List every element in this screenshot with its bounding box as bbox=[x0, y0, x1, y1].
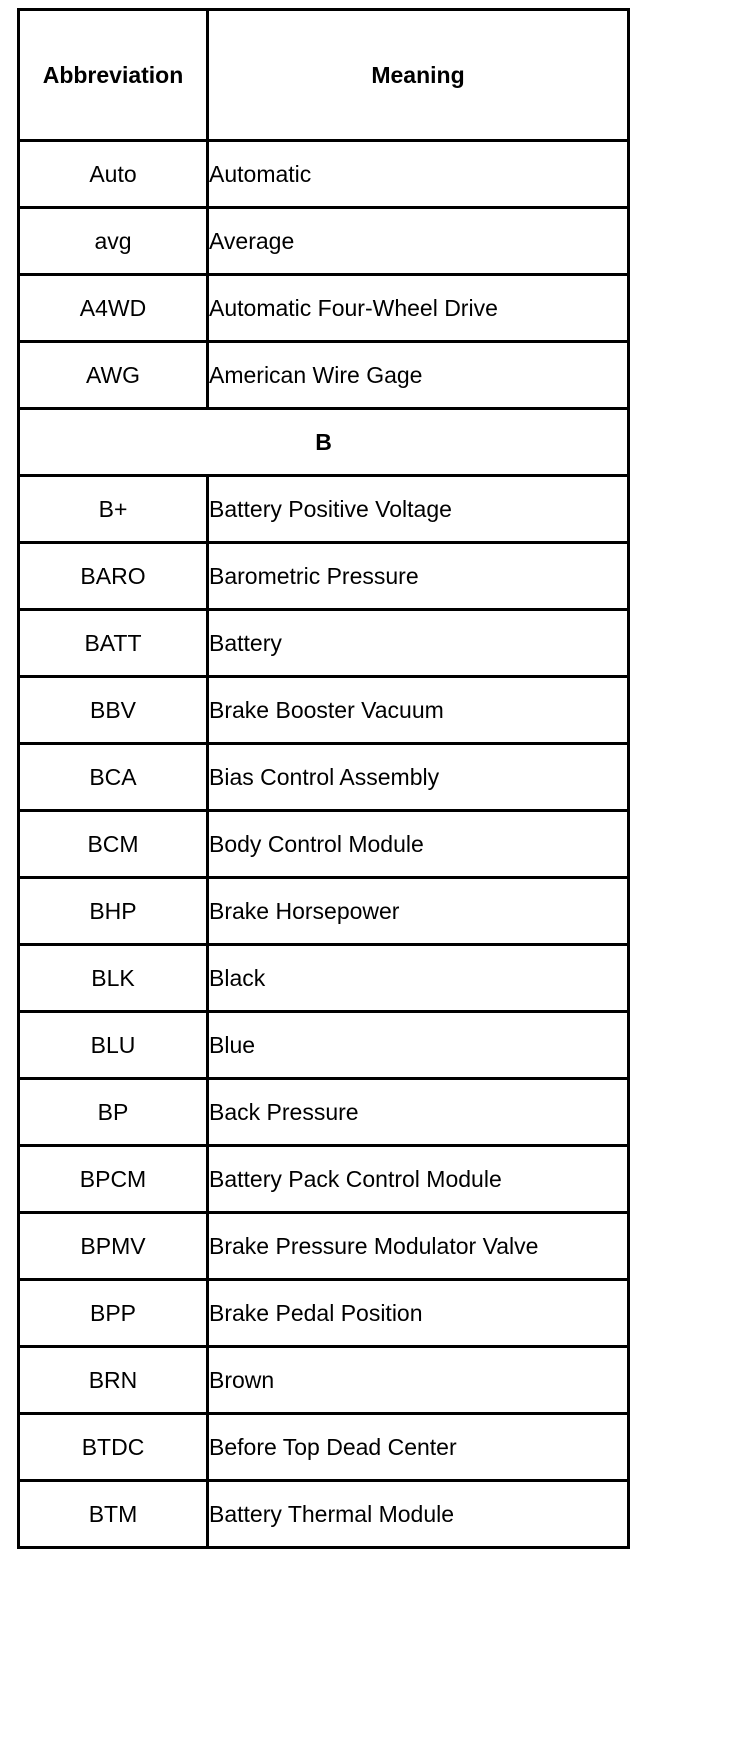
table-row bbox=[19, 878, 629, 945]
meaning-cell: Brake Pedal Position bbox=[208, 1280, 629, 1347]
table-row bbox=[19, 476, 629, 543]
table-row bbox=[19, 208, 629, 275]
abbreviation-cell: BLK bbox=[19, 945, 208, 1012]
table-row bbox=[19, 1414, 629, 1481]
table-row bbox=[19, 1481, 629, 1548]
abbreviation-cell: A4WD bbox=[19, 275, 208, 342]
meaning-cell: American Wire Gage bbox=[208, 342, 629, 409]
abbreviation-cell: BCM bbox=[19, 811, 208, 878]
abbreviation-cell: BARO bbox=[19, 543, 208, 610]
abbreviation-table bbox=[17, 8, 630, 1549]
table-row bbox=[19, 811, 629, 878]
meaning-cell: Battery Positive Voltage bbox=[208, 476, 629, 543]
abbreviation-cell: Auto bbox=[19, 141, 208, 208]
abbreviation-cell: BLU bbox=[19, 1012, 208, 1079]
meaning-cell: Bias Control Assembly bbox=[208, 744, 629, 811]
abbreviation-cell: B+ bbox=[19, 476, 208, 543]
meaning-cell: Battery Pack Control Module bbox=[208, 1146, 629, 1213]
table-row bbox=[19, 141, 629, 208]
meaning-cell: Automatic bbox=[208, 141, 629, 208]
meaning-cell: Body Control Module bbox=[208, 811, 629, 878]
abbreviation-cell: BATT bbox=[19, 610, 208, 677]
table-row bbox=[19, 1347, 629, 1414]
meaning-cell: Average bbox=[208, 208, 629, 275]
meaning-cell: Barometric Pressure bbox=[208, 543, 629, 610]
abbreviation-cell: avg bbox=[19, 208, 208, 275]
table-row bbox=[19, 1012, 629, 1079]
section-header-row bbox=[19, 409, 629, 476]
table-row bbox=[19, 1280, 629, 1347]
abbreviation-cell: BRN bbox=[19, 1347, 208, 1414]
meaning-cell: Blue bbox=[208, 1012, 629, 1079]
meaning-cell: Automatic Four-Wheel Drive bbox=[208, 275, 629, 342]
table-row bbox=[19, 1079, 629, 1146]
abbreviation-cell: BPCM bbox=[19, 1146, 208, 1213]
abbreviation-cell: BHP bbox=[19, 878, 208, 945]
table-row bbox=[19, 945, 629, 1012]
table-row bbox=[19, 275, 629, 342]
abbreviation-cell: BP bbox=[19, 1079, 208, 1146]
table-row bbox=[19, 342, 629, 409]
table-row bbox=[19, 610, 629, 677]
table-body bbox=[19, 141, 629, 1548]
abbreviation-cell: BTDC bbox=[19, 1414, 208, 1481]
table-row bbox=[19, 677, 629, 744]
abbreviation-cell: BCA bbox=[19, 744, 208, 811]
meaning-cell: Back Pressure bbox=[208, 1079, 629, 1146]
meaning-cell: Black bbox=[208, 945, 629, 1012]
abbreviation-cell: BTM bbox=[19, 1481, 208, 1548]
meaning-cell: Battery bbox=[208, 610, 629, 677]
meaning-column-header: Meaning bbox=[208, 10, 629, 141]
meaning-cell: Brown bbox=[208, 1347, 629, 1414]
abbreviation-cell: AWG bbox=[19, 342, 208, 409]
meaning-cell: Before Top Dead Center bbox=[208, 1414, 629, 1481]
table-header-row bbox=[19, 10, 629, 141]
table-row bbox=[19, 744, 629, 811]
meaning-cell: Brake Booster Vacuum bbox=[208, 677, 629, 744]
abbreviation-column-header: Abbreviation bbox=[19, 10, 208, 141]
meaning-cell: Brake Horsepower bbox=[208, 878, 629, 945]
table-row bbox=[19, 1146, 629, 1213]
abbreviation-cell: BPMV bbox=[19, 1213, 208, 1280]
meaning-cell: Brake Pressure Modulator Valve bbox=[208, 1213, 629, 1280]
table-row bbox=[19, 1213, 629, 1280]
table-row bbox=[19, 543, 629, 610]
section-label: B bbox=[19, 409, 629, 476]
meaning-cell: Battery Thermal Module bbox=[208, 1481, 629, 1548]
abbreviation-cell: BBV bbox=[19, 677, 208, 744]
abbreviation-cell: BPP bbox=[19, 1280, 208, 1347]
